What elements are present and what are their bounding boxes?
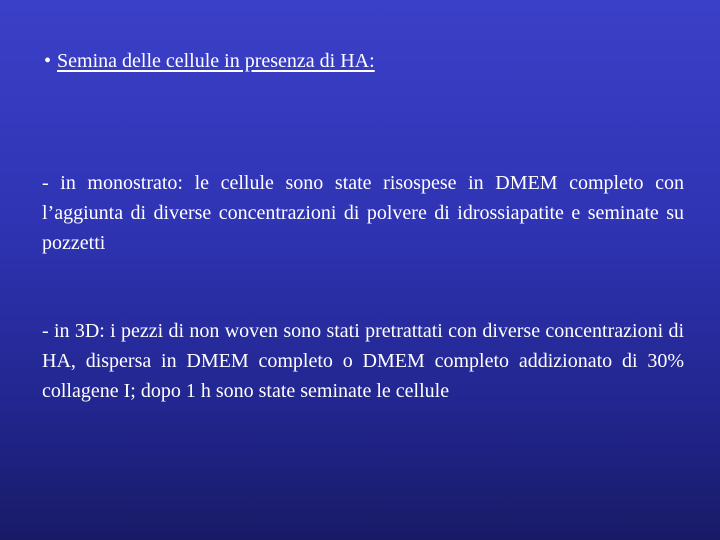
heading-text: Semina delle cellule in presenza di HA: [57, 50, 375, 72]
slide-heading [44, 48, 375, 74]
paragraph-monostrato: - in monostrato: le cellule sono state risospese in DMEM completo con l’aggiunta di diverse concentrazioni di polvere di idrossiapatite e seminate su pozzetti [42, 172, 684, 254]
bullet-icon: • [44, 50, 52, 72]
paragraph-3d: - in 3D: i pezzi di non woven sono stati pretrattati con diverse concentrazioni di HA, dispersa in DMEM completo o DMEM completo addizionato di 30% collagene I; dopo 1 h sono state seminate le cellule [42, 320, 684, 402]
